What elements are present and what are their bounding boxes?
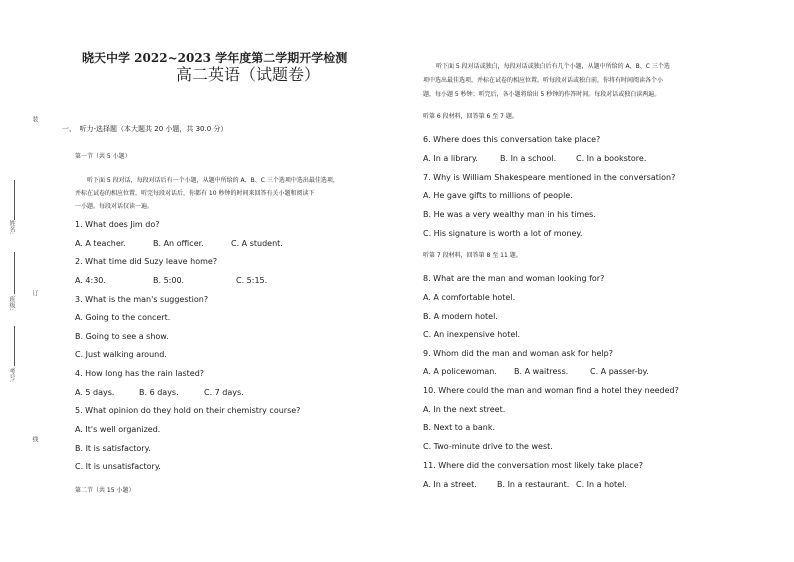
- question-4: 4. How long has the rain lasted?: [75, 369, 205, 378]
- q2-option-b[interactable]: B. 5:00.: [153, 276, 185, 285]
- number-field-line[interactable]: [14, 326, 15, 366]
- q8-option-c[interactable]: C. An inexpensive hotel.: [423, 330, 521, 339]
- part-1-heading: 第一节（共 5 小题）: [75, 153, 131, 160]
- q3-option-b[interactable]: B. Going to see a show.: [75, 332, 169, 341]
- q2-option-a[interactable]: A. 4:30.: [75, 276, 106, 285]
- section-1-heading: 一、 听力-选择题（本大题共 20 小题，共 30.0 分）: [62, 125, 228, 133]
- q1-option-a[interactable]: A. A teacher.: [75, 239, 126, 248]
- material-6-heading: 听第 6 段材料，回答第 6 至 7 题。: [423, 113, 518, 120]
- question-3: 3. What is the man's suggestion?: [75, 295, 209, 304]
- margin-field-number: 考号:: [8, 368, 15, 383]
- q4-option-b[interactable]: B. 6 days.: [139, 388, 179, 397]
- q1-option-b[interactable]: B. An officer.: [153, 239, 204, 248]
- q11-option-b[interactable]: B. In a restaurant.: [497, 480, 570, 489]
- q7-option-c[interactable]: C. His signature is worth a lot of money.: [423, 229, 583, 238]
- part-1-instruction-3: 一小题。每段对话仅读一遍。: [75, 203, 154, 210]
- class-field-line[interactable]: [14, 252, 15, 294]
- q11-option-c[interactable]: C. In a hotel.: [576, 480, 627, 489]
- question-1: 1. What does Jim do?: [75, 220, 160, 229]
- margin-field-name: 姓名:: [8, 220, 15, 235]
- q1-option-c[interactable]: C. A student.: [231, 239, 283, 248]
- q10-option-a[interactable]: A. In the next street.: [423, 405, 506, 414]
- q4-option-c[interactable]: C. 7 days.: [204, 388, 244, 397]
- q8-option-a[interactable]: A. A comfortable hotel.: [423, 293, 516, 302]
- q7-option-b[interactable]: B. He was a very wealthy man in his times.: [423, 210, 596, 219]
- q9-option-a[interactable]: A. A policewoman.: [423, 367, 497, 376]
- q10-option-b[interactable]: B. Next to a bank.: [423, 423, 495, 432]
- q6-option-a[interactable]: A. In a library.: [423, 154, 478, 163]
- margin-label-1: 装: [31, 116, 38, 122]
- q11-option-a[interactable]: A. In a street.: [423, 480, 477, 489]
- question-2: 2. What time did Suzy leave home?: [75, 257, 218, 266]
- q3-option-c[interactable]: C. Just walking around.: [75, 350, 167, 359]
- school-title: 晓天中学 2022~2023 学年度第二学期开学检测: [82, 51, 348, 65]
- margin-field-class: 班级:: [8, 296, 15, 311]
- question-11: 11. Where did the conversation most likely take place?: [423, 461, 643, 470]
- material-7-heading: 听第 7 段材料，回答第 8 至 11 题。: [423, 252, 522, 259]
- question-5: 5. What opinion do they hold on their chemistry course?: [75, 406, 301, 415]
- q4-option-a[interactable]: A. 5 days.: [75, 388, 115, 397]
- question-8: 8. What are the man and woman looking for?: [423, 274, 605, 283]
- question-10: 10. Where could the man and woman find a hotel they needed?: [423, 386, 679, 395]
- part-1-instruction-2: 并标在试卷的相应位置。听完每段对话后，你都有 10 秒钟的时间来回答有关小题和阅读下: [75, 190, 315, 197]
- name-field-line[interactable]: [14, 180, 15, 220]
- margin-label-3: 线: [31, 436, 38, 442]
- part-1-instruction-1: 听下面 5 段对话，每段对话后有一个小题，从题中所给的 A、B、C 三个选项中选出最佳选项，: [87, 177, 339, 184]
- q3-option-a[interactable]: A. Going to the concert.: [75, 313, 171, 322]
- q9-option-b[interactable]: B. A waitress.: [514, 367, 569, 376]
- margin-label-2: 订: [31, 290, 38, 296]
- exam-title: 高二英语（试题卷）: [176, 65, 321, 84]
- q6-option-b[interactable]: B. In a school.: [500, 154, 557, 163]
- question-6: 6. Where does this conversation take place?: [423, 135, 601, 144]
- q5-option-b[interactable]: B. It is satisfactory.: [75, 444, 151, 453]
- q5-option-a[interactable]: A. It's well organized.: [75, 425, 161, 434]
- q10-option-c[interactable]: C. Two-minute drive to the west.: [423, 442, 553, 451]
- right-instruction-2: 项中选出最佳选项，并标在试卷的相应位置。听每段对话或独白前，你将有时间阅读各个小: [423, 77, 664, 84]
- q7-option-a[interactable]: A. He gave gifts to millions of people.: [423, 191, 573, 200]
- part-2-heading: 第二节（共 15 小题）: [75, 487, 135, 494]
- q5-option-c[interactable]: C. It is unsatisfactory.: [75, 462, 161, 471]
- q8-option-b[interactable]: B. A modern hotel.: [423, 312, 498, 321]
- q9-option-c[interactable]: C. A passer-by.: [590, 367, 649, 376]
- question-7: 7. Why is William Shakespeare mentioned in the conversation?: [423, 173, 676, 182]
- question-9: 9. Whom did the man and woman ask for help?: [423, 349, 613, 358]
- right-instruction-3: 题，每小题 5 秒钟；听完后，各小题将给出 5 秒钟的作答时间。每段对话或独白读两遍。: [423, 91, 661, 98]
- right-instruction-1: 听下面 5 段对话或独白，每段对话或独白后有几个小题，从题中所给的 A、B、C 三个选: [436, 63, 670, 70]
- q6-option-c[interactable]: C. In a bookstore.: [576, 154, 647, 163]
- q2-option-c[interactable]: C. 5:15.: [236, 276, 268, 285]
